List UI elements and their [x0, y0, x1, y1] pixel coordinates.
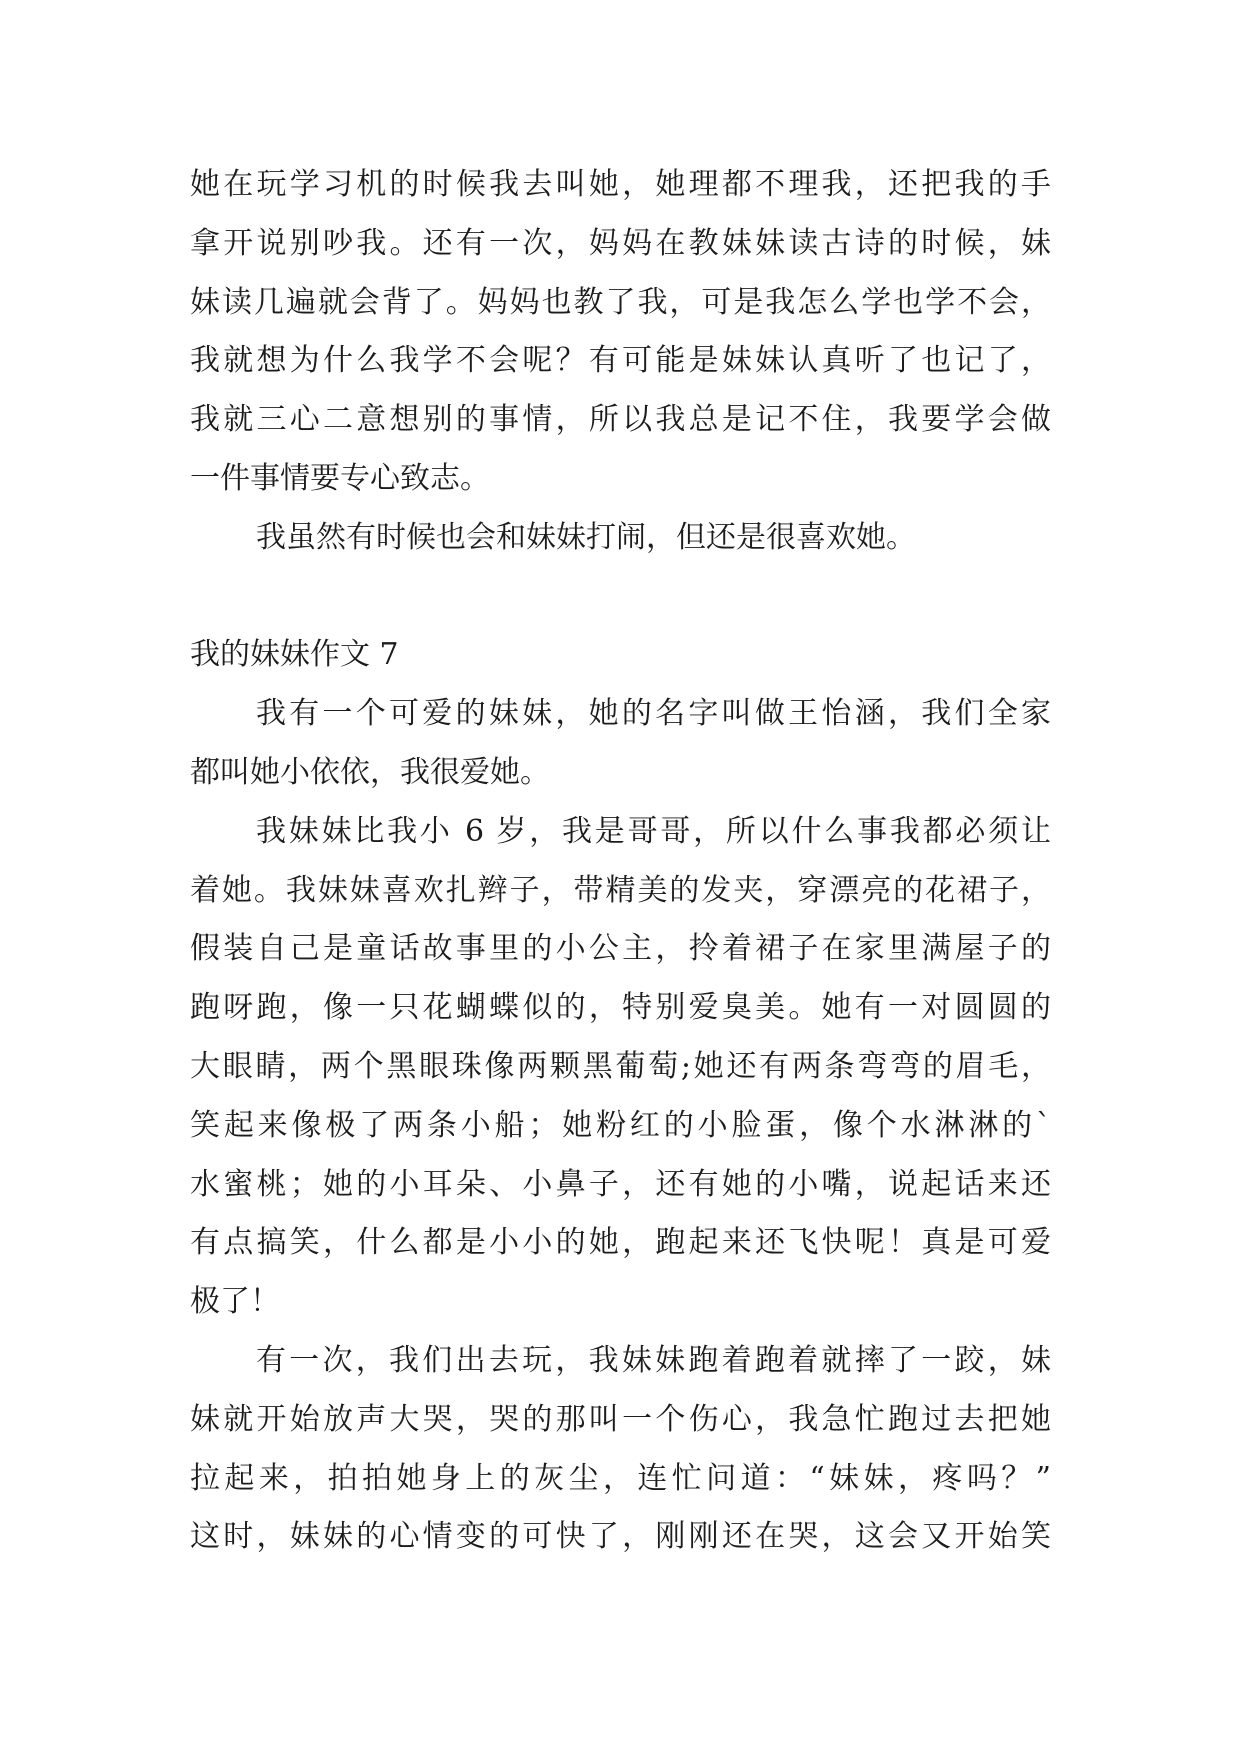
paragraph: [190, 1332, 1051, 1567]
text-line: 拿开说别吵我。还有一次，妈妈在教妹妹读古诗的时候，妹: [190, 225, 1051, 261]
text-line: 妹就开始放声大哭，哭的那叫一个伤心，我急忙跑过去把她: [190, 1401, 1051, 1437]
text-line: 有一次，我们出去玩，我妹妹跑着跑着就摔了一跤，妹: [256, 1342, 1051, 1378]
text-line: 妹读几遍就会背了。妈妈也教了我，可是我怎么学也学不会，: [190, 284, 1051, 320]
paragraph: [190, 803, 1051, 1332]
text-line: 极了！: [190, 1284, 280, 1320]
text-line: 这时，妹妹的心情变的可快了，刚刚还在哭，这会又开始笑: [190, 1519, 1051, 1555]
text-line: 我妹妹比我小 6 岁，我是哥哥，所以什么事我都必须让: [256, 813, 1051, 849]
text-line: 水蜜桃；她的小耳朵、小鼻子，还有她的小嘴，说起话来还: [190, 1166, 1051, 1202]
text-line: 有点搞笑，什么都是小小的她，跑起来还飞快呢！真是可爱: [190, 1225, 1051, 1261]
essay-title: 我的妹妹作文 7: [190, 637, 399, 673]
paragraph: [190, 685, 1051, 803]
text-line: 我有一个可爱的妹妹，她的名字叫做王怡涵，我们全家: [256, 696, 1051, 732]
text-line: 我就三心二意想别的事情，所以我总是记不住，我要学会做: [190, 402, 1051, 438]
text-line: 都叫她小依依，我很爱她。: [190, 754, 550, 790]
paragraph: [190, 509, 1051, 568]
blank-line: [190, 568, 1051, 627]
text-line: 笑起来像极了两条小船；她粉红的小脸蛋，像个水淋淋的`: [190, 1107, 1051, 1143]
text-line: 我虽然有时候也会和妹妹打闹，但还是很喜欢她。: [256, 519, 916, 555]
text-line: 假装自己是童话故事里的小公主，拎着裙子在家里满屋子的: [190, 931, 1051, 967]
text-line: 她在玩学习机的时候我去叫她，她理都不理我，还把我的手: [190, 167, 1051, 202]
text-line: 一件事情要专心致志。: [190, 460, 490, 496]
text-line: 我就想为什么我学不会呢？有可能是妹妹认真听了也记了，: [190, 343, 1051, 379]
text-line: 跑呀跑，像一只花蝴蝶似的，特别爱臭美。她有一对圆圆的: [190, 990, 1051, 1026]
text-line: 拉起来，拍拍她身上的灰尘，连忙问道：“妹妹，疼吗？”: [190, 1460, 1051, 1496]
document-body: [190, 156, 1051, 1567]
text-line: 大眼睛，两个黑眼珠像两颗黑葡萄;她还有两条弯弯的眉毛，: [190, 1048, 1051, 1084]
text-line: 着她。我妹妹喜欢扎辫子，带精美的发夹，穿漂亮的花裙子，: [190, 872, 1051, 908]
paragraph: [190, 156, 1051, 509]
